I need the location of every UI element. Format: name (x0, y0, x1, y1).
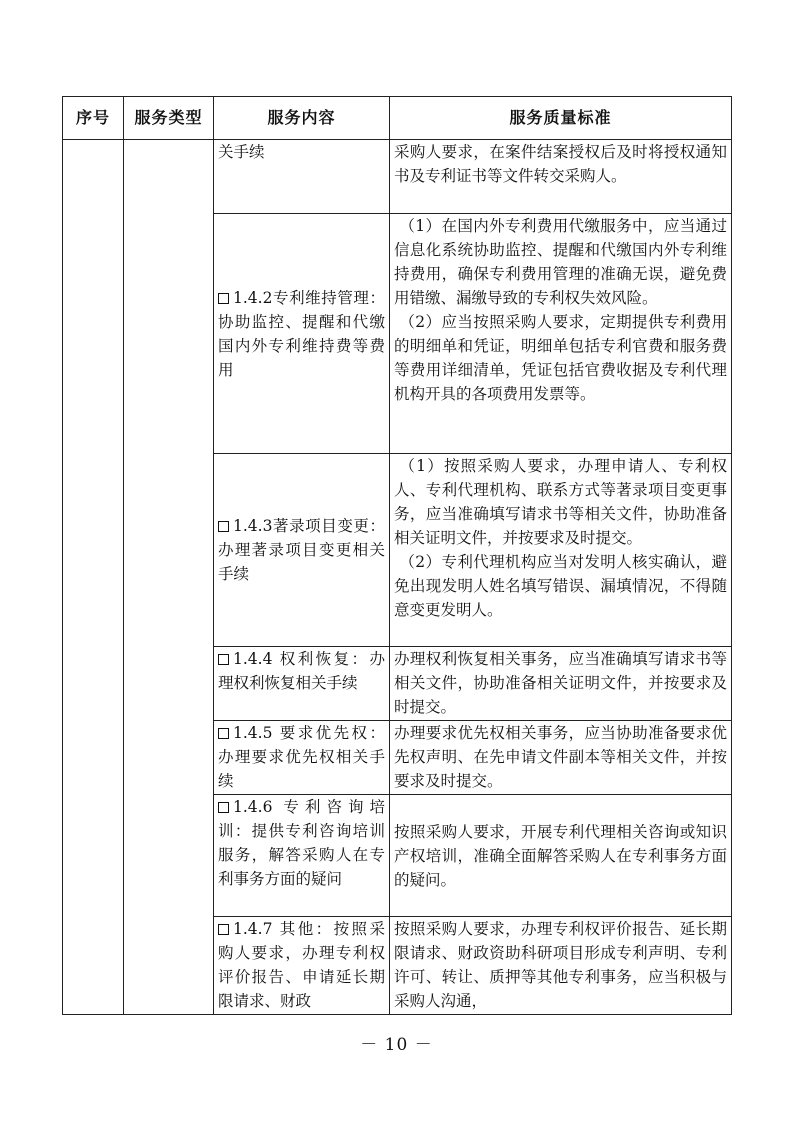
service-content-cell (214, 795, 390, 917)
standard-paragraph: （1）按照采购人要求，办理申请人、专利权人、专利代理机构、联系方式等著录项目变更事务，应当准确填写请求书等相关文件，协助准备相关证明文件，并按要求及时提交。 (394, 457, 727, 547)
quality-standard-cell (390, 647, 732, 721)
service-content-text: 1.4.3著录项目变更：办理著录项目变更相关手续 (218, 517, 385, 583)
service-content-cell (214, 214, 390, 454)
service-content-cell (214, 454, 390, 647)
serial-cell (63, 140, 124, 1015)
checkbox-icon (218, 654, 229, 665)
service-content-cell (214, 140, 390, 214)
service-content-cell (214, 721, 390, 795)
service-content-text: 1.4.5 要求优先权：办理要求优先权相关手续 (218, 724, 385, 790)
checkbox-icon (218, 293, 229, 304)
quality-standard-cell (390, 140, 732, 214)
checkbox-icon (218, 802, 229, 813)
service-content-text: 关手续 (218, 143, 265, 161)
table-header-row (63, 97, 732, 140)
quality-standard-cell (390, 721, 732, 795)
quality-standard-cell (390, 214, 732, 454)
service-content-cell (214, 917, 390, 1015)
service-content-text: 1.4.7 其他：按照采购人要求，办理专利权评价报告、申请延长期限请求、财政 (218, 920, 385, 1010)
service-content-text: 1.4.4 权利恢复：办理权利恢复相关手续 (218, 650, 385, 692)
header-serial: 序号 (63, 97, 124, 140)
page-number: － 10 － (360, 1035, 433, 1055)
quality-standard-cell (390, 454, 732, 647)
service-table (62, 96, 732, 1015)
standard-paragraph: 按照采购人要求，办理专利权评价报告、延长期限请求、财政资助科研项目形成专利声明、专利许可、转让、质押等其他专利事务，应当积极与采购人沟通， (394, 920, 727, 1010)
checkbox-icon (218, 521, 229, 532)
quality-standard-cell (390, 917, 732, 1015)
service-content-text: 1.4.2专利维持管理：协助监控、提醒和代缴国内外专利维持费等费用 (218, 288, 385, 379)
table-row (63, 140, 732, 214)
standard-paragraph: 办理要求优先权相关事务，应当协助准备要求优先权声明、在先申请文件副本等相关文件，并按要求及时提交。 (394, 724, 727, 790)
quality-standard-cell (390, 795, 732, 917)
standard-paragraph: 采购人要求，在案件结案授权后及时将授权通知书及专利证书等文件转交采购人。 (394, 143, 727, 185)
standard-paragraph: 按照采购人要求，开展专利代理相关咨询或知识产权培训，准确全面解答采购人在专利事务方面的疑问。 (394, 822, 727, 889)
header-service-content: 服务内容 (214, 97, 390, 140)
standard-paragraph: （2）专利代理机构应当对发明人核实确认，避免出现发明人姓名填写错误、漏填情况，不得随意变更发明人。 (394, 553, 727, 619)
checkbox-icon (218, 924, 229, 935)
service-type-cell (124, 140, 214, 1015)
header-service-type: 服务类型 (124, 97, 214, 140)
standard-paragraph: 办理权利恢复相关事务，应当准确填写请求书等相关文件，协助准备相关证明文件，并按要求及时提交。 (394, 650, 727, 716)
header-quality-standard: 服务质量标准 (390, 97, 732, 140)
checkbox-icon (218, 728, 229, 739)
standard-paragraph: （2）应当按照采购人要求，定期提供专利费用的明细单和凭证，明细单包括专利官费和服务费等费用详细清单，凭证包括官费收据及专利代理机构开具的各项费用发票等。 (394, 313, 727, 403)
service-content-text: 1.4.6 专利咨询培训：提供专利咨询培训服务，解答采购人在专利事务方面的疑问 (218, 798, 385, 888)
service-content-cell (214, 647, 390, 721)
standard-paragraph: （1）在国内外专利费用代缴服务中，应当通过信息化系统协助监控、提醒和代缴国内外专利维持费用，确保专利费用管理的准确无误，避免费用错缴、漏缴导致的专利权失效风险。 (394, 217, 727, 307)
